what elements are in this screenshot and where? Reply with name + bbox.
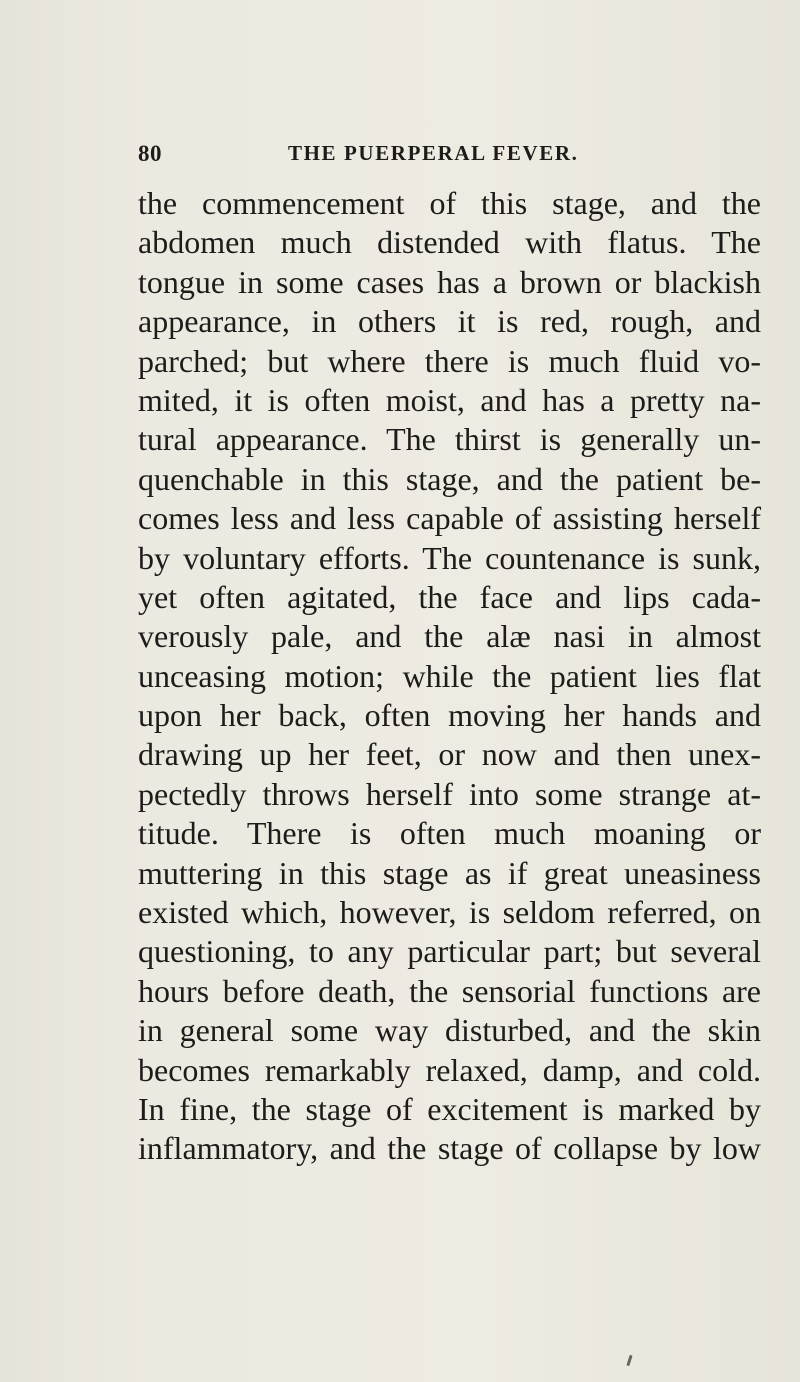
text-line: yet often agitated, the face and lips cada- (138, 578, 761, 615)
page-header (138, 141, 758, 171)
text-line: by voluntary efforts. The countenance is sunk, (138, 539, 761, 576)
text-line: parched; but where there is much fluid vo- (138, 342, 761, 379)
running-title: THE PUERPERAL FEVER. (288, 141, 579, 165)
text-line: unceasing motion; while the patient lies flat (138, 657, 761, 694)
text-line: comes less and less capable of assisting herself (138, 500, 761, 537)
text-line: in general some way disturbed, and the skin (138, 1012, 761, 1049)
text-line: pectedly throws herself into some strange at- (138, 775, 761, 812)
text-line: In fine, the stage of excitement is marked by (138, 1090, 761, 1127)
text-line: verously pale, and the alæ nasi in almost (138, 618, 761, 655)
text-line: quenchable in this stage, and the patient be- (138, 460, 761, 497)
text-line: tural appearance. The thirst is generally un- (138, 421, 761, 458)
text-line: upon her back, often moving her hands and (138, 697, 761, 734)
text-line: titude. There is often much moaning or (138, 815, 761, 852)
text-line: existed which, however, is seldom referred, on (138, 894, 761, 931)
text-line: inflammatory, and the stage of collapse by low (138, 1130, 761, 1167)
body-text (138, 184, 761, 1169)
text-line: drawing up her feet, or now and then unex- (138, 736, 761, 773)
text-line: questioning, to any particular part; but several (138, 933, 761, 970)
page-number: 80 (138, 141, 162, 166)
text-line: tongue in some cases has a brown or blackish (138, 263, 761, 300)
text-line: mited, it is often moist, and has a pretty na- (138, 381, 761, 418)
text-line: abdomen much distended with flatus. The (138, 224, 761, 261)
text-line: appearance, in others it is red, rough, and (138, 303, 761, 340)
text-line: muttering in this stage as if great uneasiness (138, 854, 761, 891)
text-line: becomes remarkably relaxed, damp, and cold. (138, 1051, 761, 1088)
text-line: hours before death, the sensorial functions are (138, 972, 761, 1009)
paper-speck (626, 1355, 632, 1366)
text-line: the commencement of this stage, and the (138, 185, 761, 221)
